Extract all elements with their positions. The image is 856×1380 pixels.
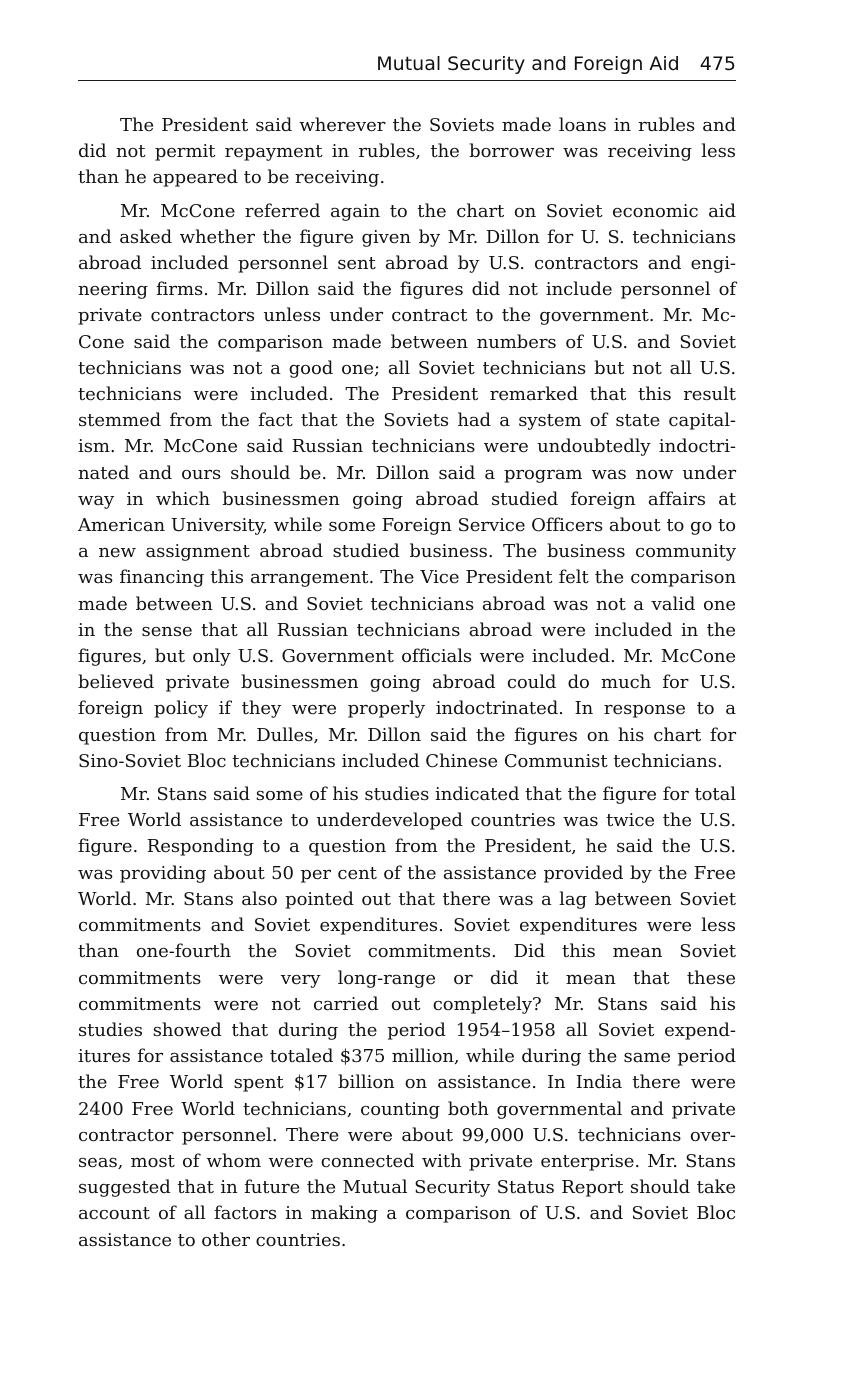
paragraph-2: Mr. McCone referred again to the chart on Soviet economic aid and asked whether the figure given by Mr. Dillon for U. S. technicians abroad included personnel sent abroad by U.S. contractors and engineering firms. Mr. Dillon said the figures did not include personnel of private contractors unless under contract to the government. Mr. McCone said the comparison made between numbers of U.S. and Soviet technicians was not a good one; all Soviet technicians but not all U.S. technicians were included. The President remarked that this result stemmed from the fact that the Soviets had a system of state capitalism. Mr. McCone said Russian technicians were undoubtedly indoctrinated and ours should be. Mr. Dillon said a program was now under way in which businessmen going abroad studied foreign affairs at American University, while some Foreign Service Officers about to go to a new assignment abroad studied business. The business community was financing this arrangement. The Vice President felt the comparison made between U.S. and Soviet technicians abroad was not a valid one in the sense that all Russian technicians abroad were included in the figures, but only U.S. Government officials were included. Mr. McCone believed private businessmen going abroad could do much for U.S. foreign policy if they were properly indoctrinated. In response to a question from Mr. Dulles, Mr. Dillon said the figures on his chart for Sino-Soviet Bloc technicians included Chinese Communist technicians. (78, 200, 736, 772)
running-header-title: Mutual Security and Foreign Aid (376, 53, 680, 75)
document-page (78, 48, 736, 1261)
body-text (78, 113, 736, 1254)
paragraph-3: Mr. Stans said some of his studies indicated that the figure for total Free World assistance to underdeveloped countries was twice the U.S. figure. Responding to a question from the President, he said the U.S. was providing about 50 per cent of the assistance provided by the Free World. Mr. Stans also pointed out that there was a lag between Soviet commitments and Soviet expenditures. Soviet expenditures were less than one-fourth the Soviet commitments. Did this mean Soviet commitments were very long-range or did it mean that these commitments were not carried out completely? Mr. Stans said his studies showed that during the period 1954–1958 all Soviet expenditures for assistance totaled $375 million, while during the same period the Free World spent $17 billion on assistance. In India there were 2400 Free World technicians, counting both governmental and private contractor personnel. There were about 99,000 U.S. technicians overseas, most of whom were connected with private enterprise. Mr. Stans suggested that in future the Mutual Security Status Report should take account of all factors in making a comparison of U.S. and Soviet Bloc assistance to other countries. (78, 784, 736, 1251)
paragraph-1: The President said wherever the Soviets made loans in rubles and did not permit repayment in rubles, the borrower was receiving less than he appeared to be receiving. (78, 115, 736, 189)
page-number: 475 (699, 53, 736, 75)
running-header (78, 48, 736, 81)
